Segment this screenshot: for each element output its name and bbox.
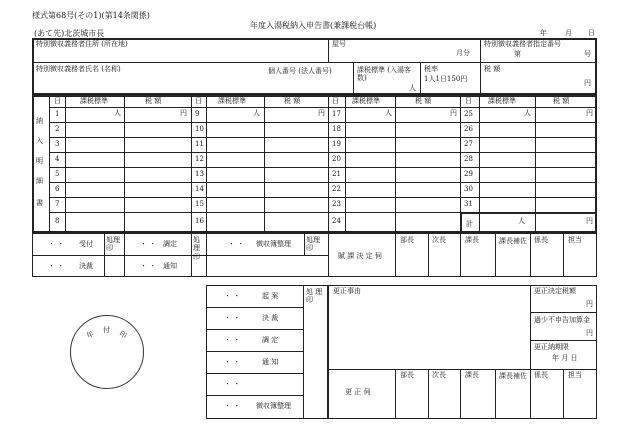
form-title: 年度入湯税納入申告書(兼課税台帳) (250, 21, 377, 30)
col-std-4: 課税標準 (488, 97, 516, 105)
date-month: 月 (565, 29, 572, 37)
penalty-yen: 円 (586, 329, 593, 337)
unit-yen-2: 円 (318, 109, 325, 117)
role-bucho: 部長 (400, 236, 414, 244)
tax-rate-label: 税率 (424, 65, 438, 73)
side-label-1: 納 (36, 117, 43, 125)
unit-yen-4: 円 (586, 109, 593, 117)
day-number: 4 (55, 155, 60, 163)
day-number: 1 (55, 110, 60, 118)
correction-role-kakaricho: 係長 (534, 371, 548, 379)
day-number: 12 (195, 155, 204, 163)
day-number: 5 (55, 170, 60, 178)
col-std-3: 課税標準 (352, 97, 380, 105)
unit-yen-1: 円 (180, 109, 187, 117)
notice-label: 通知 (163, 262, 177, 270)
day-number: 26 (464, 125, 473, 133)
day-number: 22 (332, 185, 341, 193)
correction-handler: 処 理 印 (306, 288, 323, 305)
inquiry-label: 更 正 伺 (345, 388, 371, 396)
day-number: 8 (55, 217, 60, 225)
col-day-1: 日 (54, 97, 61, 105)
side-label-3: 明 (36, 157, 43, 165)
tax-rate-value: 1人1日150円 (424, 75, 468, 83)
unit-yen-3: 円 (450, 109, 457, 117)
step-investigate: 調 定 (262, 336, 279, 344)
handler-label: 処理印 (106, 236, 120, 253)
handler-label: 処理印 (306, 236, 320, 253)
reason-label: 更正事由 (333, 287, 361, 295)
side-label-5: 書 (36, 199, 43, 207)
col-day-2: 日 (195, 97, 202, 105)
name-label: 特別徴収義務者氏名 (名称) (36, 65, 121, 73)
day-number: 28 (464, 155, 473, 163)
day-number: 18 (332, 125, 341, 133)
dots: ・ ・ (224, 358, 241, 366)
stamp-char-3: 印 (117, 329, 128, 341)
dots: ・ ・ (224, 336, 241, 344)
col-std-1: 課税標準 (80, 97, 108, 105)
personal-no-label: 個人番号 (法人番号) (268, 67, 332, 75)
day-number: 15 (195, 200, 204, 208)
investigated-label: 調定 (163, 240, 177, 248)
role-kacho-hosa: 課長補佐 (499, 237, 527, 245)
dots: ・ ・ (224, 380, 241, 388)
designation-dai: 第 (514, 50, 521, 58)
day-number: 14 (195, 185, 204, 193)
deadline-ymd: 年 月 日 (552, 354, 578, 362)
dots: ・ ・ (48, 240, 65, 248)
total-label: 計 (466, 220, 473, 228)
role-jicho: 次長 (432, 236, 446, 244)
designation-label: 特別徴収義務者指定番号 (484, 40, 561, 48)
day-number: 7 (55, 200, 60, 208)
day-number: 20 (332, 155, 341, 163)
step-decision: 決 裁 (262, 314, 279, 322)
col-tax-3: 税 額 (415, 97, 432, 105)
correction-role-tanto: 担当 (568, 371, 582, 379)
designation-go: 号 (584, 50, 591, 58)
addressee: (あて先)北茨城市長 (34, 29, 105, 38)
day-number: 31 (464, 200, 473, 208)
side-label-4: 細 (36, 177, 43, 185)
deadline-label: 更正納期限 (534, 343, 569, 351)
day-number: 11 (195, 140, 204, 148)
correction-role-kacho: 課長 (465, 371, 479, 379)
day-number: 3 (55, 140, 60, 148)
decision-label: 決裁 (79, 262, 93, 270)
date-day: 日 (588, 29, 595, 37)
day-number: 27 (464, 140, 473, 148)
day-number: 30 (464, 185, 473, 193)
received-label: 受付 (79, 240, 93, 248)
dots: ・ ・ (228, 240, 245, 248)
correction-reason-box (328, 285, 597, 419)
side-label-2: 入 (36, 137, 43, 145)
address-label: 特別徴収義務者住所 (所在地) (36, 40, 128, 48)
col-day-3: 日 (332, 97, 339, 105)
day-number: 19 (332, 140, 341, 148)
step-collected: 徴収簿整理 (256, 402, 291, 410)
unit-person-1: 人 (114, 109, 121, 117)
dots: ・ ・ (224, 314, 241, 322)
day-number: 24 (332, 217, 341, 225)
dots: ・ ・ (224, 292, 241, 300)
day-number: 21 (332, 170, 341, 178)
day-number: 17 (332, 110, 341, 118)
col-day-4: 日 (465, 97, 472, 105)
yago-label: 屋号 (332, 40, 346, 48)
step-notice: 通 知 (262, 358, 279, 366)
role-kakaricho: 係長 (534, 236, 548, 244)
day-number: 23 (332, 200, 341, 208)
decided-tax-yen: 円 (586, 300, 593, 308)
day-number: 16 (195, 217, 204, 225)
penalty-label: 過少不申告加算金 (534, 316, 590, 324)
stamp-char-1: 年 (85, 329, 96, 341)
unit-person-4: 人 (524, 109, 531, 117)
tax-amount-label: 税 額 (484, 65, 501, 73)
unit-person-2: 人 (253, 109, 260, 117)
tax-std-label: 課税標準 (入湯客数) (357, 66, 411, 83)
handler-label: 処理印 (193, 236, 200, 261)
collected-label: 徴収簿整理 (256, 240, 291, 248)
day-number: 29 (464, 170, 473, 178)
correction-role-jicho: 次長 (432, 371, 446, 379)
correction-steps-box (206, 285, 328, 419)
day-number: 6 (55, 185, 60, 193)
day-number: 25 (464, 110, 473, 118)
tax-std-unit: 人 (409, 84, 416, 92)
role-tanto: 担当 (568, 236, 582, 244)
col-std-2: 課税標準 (218, 97, 246, 105)
dots: ・ ・ (48, 262, 65, 270)
form-number: 様式第68号(その1)(第14条関係) (32, 11, 150, 20)
day-number: 9 (195, 110, 200, 118)
col-tax-4: 税 額 (553, 97, 570, 105)
dots: ・ ・ (140, 240, 157, 248)
step-draft: 起 案 (262, 292, 279, 300)
col-tax-2: 税 額 (284, 97, 301, 105)
day-number: 13 (195, 170, 204, 178)
total-yen: 円 (586, 217, 593, 225)
day-number: 2 (55, 125, 60, 133)
assessment-label: 賦 課 決 定 伺 (338, 252, 382, 260)
dots: ・ ・ (224, 402, 241, 410)
month-label: 月分 (456, 49, 470, 57)
total-person: 人 (518, 217, 525, 225)
stamp-char-2: 付 (103, 326, 110, 334)
dots: ・ ・ (140, 262, 157, 270)
total-box (460, 212, 597, 233)
role-kacho: 課長 (465, 236, 479, 244)
unit-person-3: 人 (385, 109, 392, 117)
correction-role-bucho: 部長 (400, 371, 414, 379)
col-tax-1: 税 額 (145, 97, 162, 105)
correction-role-kacho-hosa: 課長補佐 (499, 372, 527, 380)
tax-amount-yen: 円 (584, 79, 591, 87)
day-number: 10 (195, 125, 204, 133)
decided-tax-label: 更正決定税額 (534, 287, 576, 295)
date-year: 年 (540, 29, 547, 37)
